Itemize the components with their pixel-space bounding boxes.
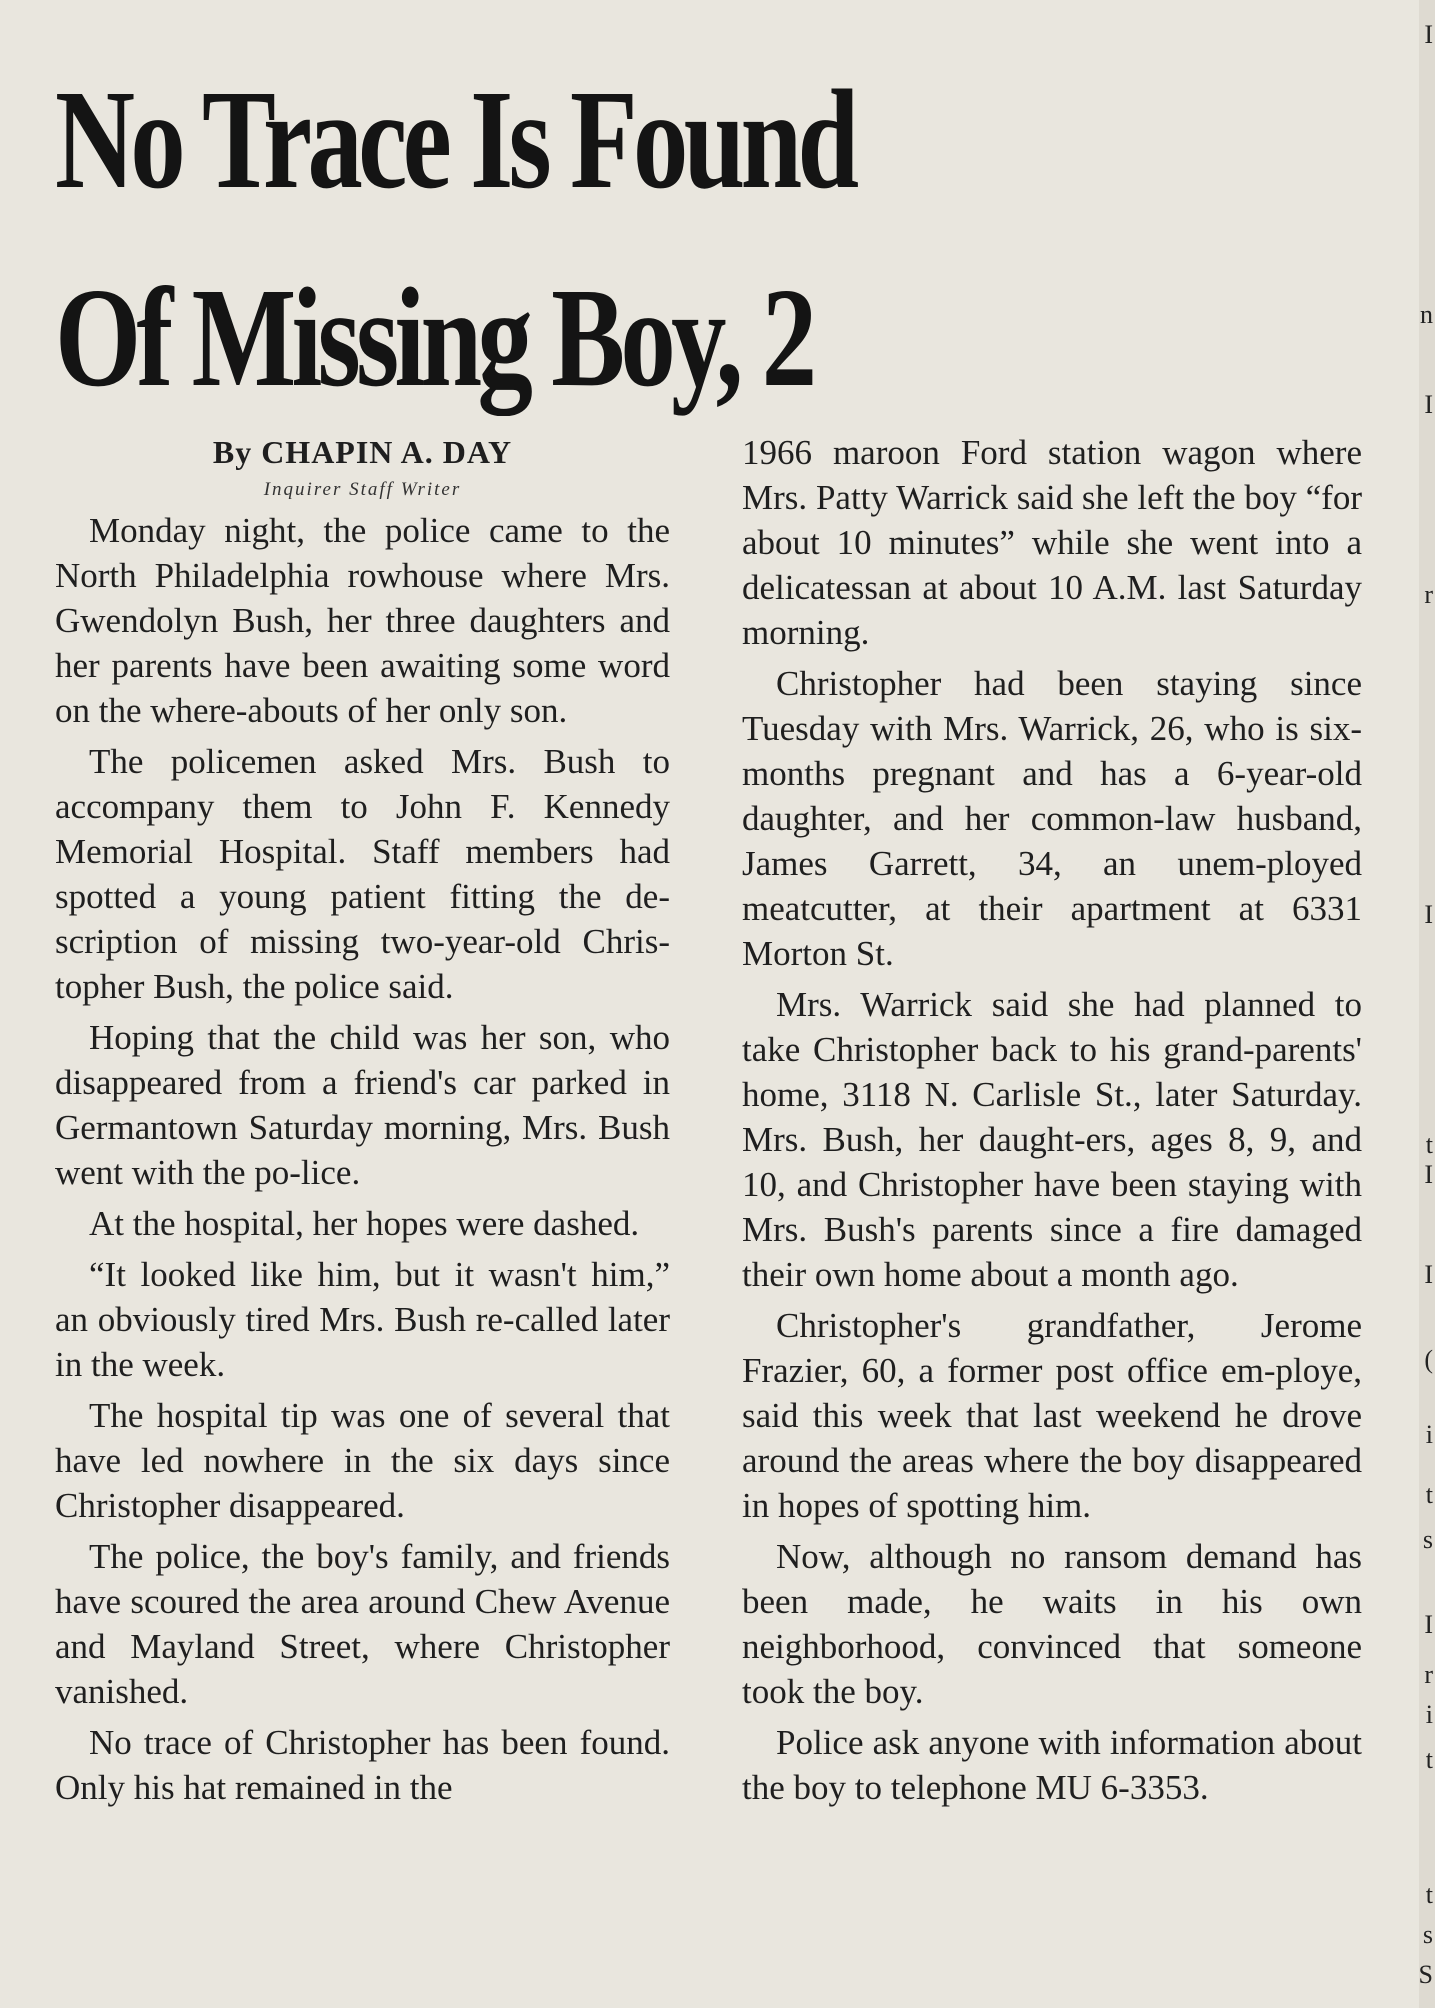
edge-fragment: i	[1425, 1700, 1433, 1729]
paragraph: At the hospital, her hopes were dashed.	[89, 1204, 640, 1243]
adjacent-column-edge	[1419, 0, 1435, 2008]
right-column	[742, 430, 1362, 1816]
headline-line-1: No Trace Is Found	[55, 60, 855, 218]
edge-fragment: I	[1424, 900, 1433, 929]
paragraph: Police ask anyone with information about the boy to telephone MU 6-3353.	[742, 1723, 1362, 1807]
headline-line-2: Of Missing Boy, 2	[55, 258, 813, 416]
edge-fragment: s	[1422, 1525, 1433, 1554]
paragraph-continuation: 1966 maroon Ford station wagon where Mrs. Patty Warrick said she left the boy “for about 10 minutes” while she went into a delicatessan at about 10 A.M. last Saturday morning.	[742, 433, 1362, 652]
paragraph: Mrs. Warrick said she had planned to take Christopher back to his grand-parents' home, 3118 N. Carlisle St., later Saturday. Mrs. Bush, her daught-ers, ages 8, 9, and 10, and Christopher have been staying with Mrs. Bush's parents since a fire damaged their own home about a month ago.	[742, 985, 1362, 1294]
edge-fragment: I	[1424, 1260, 1433, 1289]
paragraph: Now, although no ransom demand has been made, he waits in his own neighborhood, convinced that someone took the boy.	[742, 1537, 1362, 1711]
edge-fragment: t	[1425, 1880, 1433, 1909]
paragraph: The police, the boy's family, and friends have scoured the area around Chew Avenue and Mayland Street, where Christopher vanished.	[55, 1537, 670, 1711]
paragraph: “It looked like him, but it wasn't him,” an obviously tired Mrs. Bush re-called later in the week.	[55, 1255, 670, 1384]
edge-fragment: S	[1418, 1960, 1433, 1989]
paragraph: Christopher had been staying since Tuesday with Mrs. Warrick, 26, who is six-months pregnant and has a 6-year-old daughter, and her common-law husband, James Garrett, 34, an unem-ployed meatcutter, at their apartment at 6331 Morton St.	[742, 664, 1362, 973]
paragraph: Hoping that the child was her son, who disappeared from a friend's car parked in Germantown Saturday morning, Mrs. Bush went with the po-lice.	[55, 1018, 670, 1192]
edge-fragment: (	[1424, 1345, 1433, 1374]
edge-fragment: t	[1425, 1745, 1433, 1774]
edge-fragment: I	[1424, 1160, 1433, 1189]
byline: By CHAPIN A. DAY	[212, 434, 513, 470]
left-column	[55, 432, 670, 1816]
edge-fragment: s	[1422, 1920, 1433, 1949]
edge-fragment: i	[1425, 1420, 1433, 1449]
paragraph: Christopher's grandfather, Jerome Frazier, 60, a former post office em-ploye, said this week that last weekend he drove around the areas where the boy disappeared in hopes of spotting him.	[742, 1306, 1362, 1525]
byline-role: Inquirer Staff Writer	[263, 479, 462, 500]
headline	[55, 40, 855, 436]
edge-fragment: r	[1424, 1660, 1433, 1689]
paragraph: No trace of Christopher has been found. Only his hat remained in the	[55, 1723, 670, 1807]
edge-fragment: I	[1424, 20, 1433, 49]
paragraph: Monday night, the police came to the North Philadelphia rowhouse where Mrs. Gwendolyn Bush, her three daughters and her parents have been awaiting some word on the where-abouts of her only son.	[55, 511, 670, 730]
edge-fragment: r	[1424, 580, 1433, 609]
edge-fragment: t	[1425, 1130, 1433, 1159]
edge-fragment: I	[1424, 390, 1433, 419]
edge-fragment: n	[1420, 300, 1433, 329]
paragraph: The hospital tip was one of several that have led nowhere in the six days since Christopher disappeared.	[55, 1396, 670, 1525]
edge-fragment: I	[1424, 1610, 1433, 1639]
edge-fragment: t	[1425, 1480, 1433, 1509]
paragraph: The policemen asked Mrs. Bush to accompany them to John F. Kennedy Memorial Hospital. Staff members had spotted a young patient fitting the de-scription of missing two-year-old Chris-topher Bush, the police said.	[55, 742, 670, 1006]
